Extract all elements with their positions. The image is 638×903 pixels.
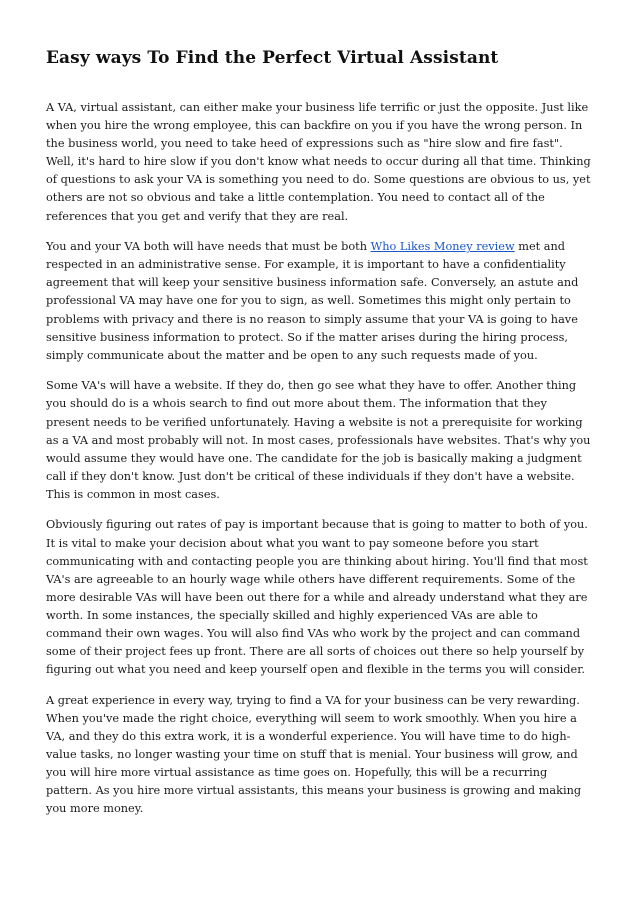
paragraph-3: Some VA's will have a website. If they do, then go see what they have to offer. Another thing you should do is a whois search to find out more about them. The information that they present needs to be verified unfortunately. Having a website is not a prerequisite for working as a VA and most probably will not. In most cases, professionals have websites. That's why you would assume they would have one. The candidate for the job is basically making a judgment call if they don't know. Just don't be critical of these individuals if they don't have a website. This is common in most cases. [46, 379, 591, 501]
paragraph-1: A VA, virtual assistant, can either make your business life terrific or just the opposite. Just like when you hire the wrong employee, this can backfire on you if you have the wrong person. In the business world, you need to take heed of expressions such as "hire slow and fire fast". Well, it's hard to hire slow if you don't know what needs to occur during all that time. Thinking of questions to ask your VA is something you need to do. Some questions are obvious to us, yet others are not so obvious and take a little contemplation. You need to contact all of the references that you get and verify that they are real. [46, 101, 591, 223]
paragraph-2 [46, 238, 594, 365]
document-title: Easy ways To Find the Perfect Virtual Assistant [46, 48, 499, 68]
paragraph-2-before-link: You and your VA both will have needs that must be both [46, 240, 371, 254]
paragraph-4: Obviously figuring out rates of pay is important because that is going to matter to both of you. It is vital to make your decision about what you want to pay someone before you start communicating with and contacting people you are thinking about hiring. You'll find that most VA's are agreeable to an hourly wage while others have different requirements. Some of the more desirable VAs will have been out there for a while and already understand what they are worth. In some instances, the specially skilled and highly experienced VAs are able to command their own wages. You will also find VAs who work by the project and can command some of their project fees up front. There are all sorts of choices out there so help yourself by figuring out what you need and keep yourself open and flexible in the terms you will consider. [46, 518, 588, 677]
paragraph-5: A great experience in every way, trying to find a VA for your business can be very rewarding. When you've made the right choice, everything will seem to work smoothly. When you hire a VA, and they do this extra work, it is a wonderful experience. You will have time to do high-value tasks, no longer wasting your time on stuff that is menial. Your business will grow, and you will hire more virtual assistance as time goes on. Hopefully, this will be a recurring pattern. As you hire more virtual assistants, this means your business is growing and making you more money. [46, 693, 582, 816]
document-body [46, 99, 594, 831]
review-link[interactable]: Who Likes Money review [370, 240, 515, 254]
paragraph-2-after-link: met and respected in an administrative sense. For example, it is important to have a confidentiality agreement that will keep your sensitive business information safe. Conversely, an astute and professional VA may have one for you to sign, as well. Sometimes this might only pertain to problems with privacy and there is no reason to simply assume that your VA is going to have sensitive business information to protect. So if the matter arises during the hiring process, simply communicate about the matter and be open to any such requests made of you. [46, 240, 579, 362]
